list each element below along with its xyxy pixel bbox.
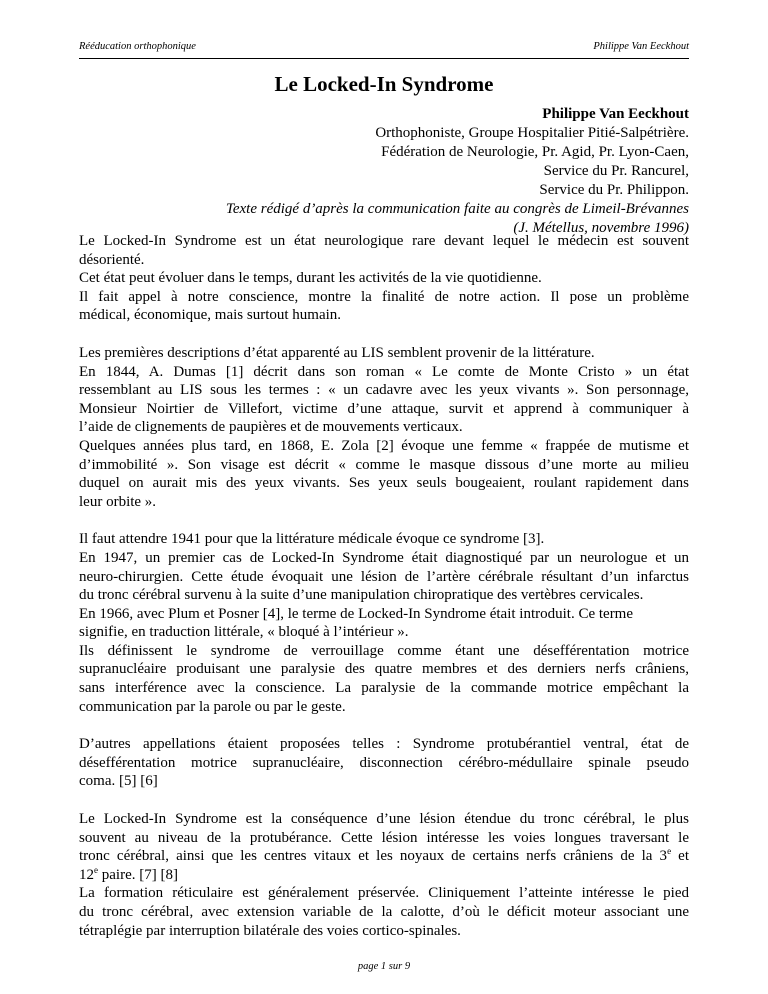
text-line: du tronc cérébral survenu à la suite d’une manipulation chiropratique des vertèbres cervicales. bbox=[79, 587, 644, 604]
source-note: Texte rédigé d’après la communication faite au congrès de Limeil-Brévannes bbox=[225, 201, 689, 217]
document-title: Le Locked-In Syndrome bbox=[274, 72, 494, 96]
ordinal-superscript: e bbox=[94, 864, 98, 875]
paragraph-other-names bbox=[79, 735, 689, 791]
running-header-right: Philippe Van Eeckhout bbox=[593, 41, 689, 52]
text-line: du tronc cérébral, avec extension variable de la calotte, d’où le déficit moteur associant une bbox=[79, 904, 689, 920]
text-line: désorienté. bbox=[79, 251, 145, 268]
author-affiliation-line: Service du Pr. Philippon. bbox=[539, 182, 689, 198]
text-line bbox=[79, 866, 689, 885]
paragraph-literary-history bbox=[79, 344, 689, 511]
text-line: En 1844, A. Dumas [1] décrit dans son roman « Le comte de Monte Cristo » un état bbox=[79, 363, 689, 380]
header-divider bbox=[79, 58, 689, 59]
text-line: supranucléaire produisant une paralysie des quatre membres et des derniers nerfs crâniens, bbox=[79, 661, 689, 678]
text-line: En 1947, un premier cas de Locked-In Syndrome était diagnostiqué par un neurologue et un bbox=[79, 549, 689, 566]
text-line: Quelques années plus tard, en 1868, E. Zola [2] évoque une femme « frappée de mutisme et bbox=[79, 437, 689, 454]
text-line: coma. [5] [6] bbox=[79, 773, 158, 790]
text-line: communication par la parole ou par le geste. bbox=[79, 698, 346, 715]
text-line: sans interférence avec la conscience. La paralysie de la commande motrice empêchant la bbox=[79, 680, 689, 697]
text-line: Ils définissent le syndrome de verrouillage comme étant une désefférentation motrice bbox=[79, 642, 689, 659]
text-line: ressemblant au LIS sous les termes : « un cadavre avec les yeux vivants ». Son personnage, bbox=[79, 382, 689, 399]
text-line: l’aide de clignements de paupières et de mouvements verticaux. bbox=[79, 419, 463, 436]
text-line bbox=[79, 847, 689, 866]
text-line: Les premières descriptions d’état apparenté au LIS semblent provenir de la littérature. bbox=[79, 344, 595, 361]
text-line: médical, économique, mais surtout humain. bbox=[79, 307, 342, 324]
text-line: Il faut attendre 1941 pour que la littérature médicale évoque ce syndrome [3]. bbox=[79, 531, 545, 548]
text-fragment: 12 bbox=[79, 866, 94, 883]
text-line: D’autres appellations étaient proposées telles : Syndrome protubérantiel ventral, état de bbox=[79, 736, 689, 753]
paragraph-intro bbox=[79, 232, 689, 325]
text-line: désefférentation motrice supranucléaire, disconnection cérébro-médullaire spinale pseudo bbox=[79, 754, 689, 771]
author-block bbox=[79, 105, 689, 238]
text-line: Le Locked-In Syndrome est la conséquence d’une lésion étendue du tronc cérébral, le plus bbox=[79, 811, 689, 828]
text-line: signifie, en traduction littérale, « bloqué à l’intérieur ». bbox=[79, 624, 409, 641]
body-text bbox=[79, 232, 689, 959]
text-line: En 1966, avec Plum et Posner [4], le terme de Locked-In Syndrome était introduit. Ce terme bbox=[79, 605, 634, 622]
page-number-footer: page 1 sur 9 bbox=[357, 961, 411, 972]
text-fragment: tronc cérébral, ainsi que les centres vitaux et les noyaux de certains nerfs crâniens de la 3 bbox=[79, 848, 668, 865]
text-line: Monsieur Noirtier de Villefort, victime d’une attaque, survit et apprend à communiquer à bbox=[79, 400, 689, 417]
text-line: Cet état peut évoluer dans le temps, durant les activités de la vie quotidienne. bbox=[79, 270, 542, 287]
author-name: Philippe Van Eeckhout bbox=[542, 106, 689, 122]
text-line: La formation réticulaire est généralement préservée. Cliniquement l’atteinte intéresse le pied bbox=[79, 885, 689, 902]
text-line: leur orbite ». bbox=[79, 493, 157, 510]
text-line: d’immobilité ». Son visage est décrit « comme le masque dissous d’une morte au milieu bbox=[79, 456, 689, 473]
text-line: neuro-chirurgien. Cette étude évoquait une lésion de l’artère cérébrale résultant d’un infarctus bbox=[79, 568, 689, 585]
paragraph-medical-history bbox=[79, 530, 689, 716]
text-line: Le Locked-In Syndrome est un état neurologique rare devant lequel le médecin est souvent bbox=[79, 233, 689, 249]
text-line: Il fait appel à notre conscience, montre la finalité de notre action. Il pose un problème bbox=[79, 288, 689, 305]
author-affiliation-line: Orthophoniste, Groupe Hospitalier Pitié-Salpétrière. bbox=[375, 125, 689, 141]
text-line: duquel on aurait mis des yeux vivants. Ses yeux seuls bougeaient, roulant rapidement dans bbox=[79, 475, 689, 492]
text-fragment: paire. [7] [8] bbox=[98, 866, 178, 883]
text-fragment: et bbox=[671, 848, 689, 865]
text-line: souvent au niveau de la protubérance. Cette lésion intéresse les voies longues traversant le bbox=[79, 829, 689, 846]
author-affiliation-line: Service du Pr. Rancurel, bbox=[543, 163, 689, 179]
paragraph-lesion bbox=[79, 810, 689, 940]
source-note-date: (J. Métellus, novembre 1996) bbox=[513, 220, 689, 236]
running-header-left: Rééducation orthophonique bbox=[79, 41, 196, 52]
text-line: tétraplégie par interruption bilatérale des voies cortico-spinales. bbox=[79, 922, 461, 939]
author-affiliation-line: Fédération de Neurologie, Pr. Agid, Pr. Lyon-Caen, bbox=[381, 144, 689, 160]
ordinal-superscript: e bbox=[667, 846, 672, 857]
